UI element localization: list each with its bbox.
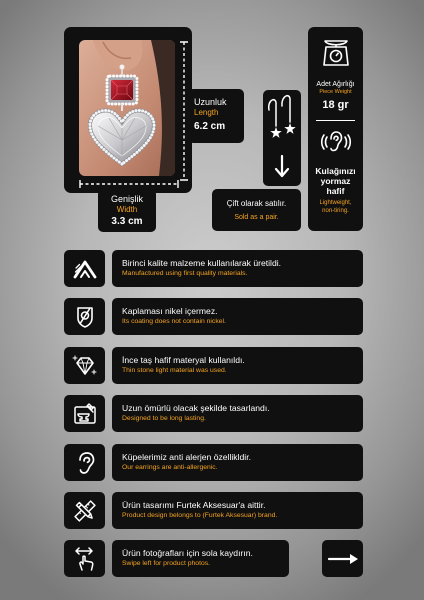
quality-logo-icon [72,256,98,282]
pencil-ruler-icon [72,498,98,524]
feature-row [112,492,363,529]
anvil-hammer-icon [72,401,98,427]
swipe-icon-box [64,540,105,577]
ear-sound-icon [319,128,352,158]
feature-icon-box [64,347,105,384]
feature-text-en: Its coating does not contain nickel. [122,318,226,325]
feature-icon-box [64,444,105,481]
feature-icon-box [64,395,105,432]
weight-label-tr: Adet Ağırlığı [316,81,355,88]
feature-text-en: Product design belongs to (Furtek Aksesuar) brand. [122,512,278,519]
length-label-tr: Uzunluk [194,97,227,107]
pair-text-tr: Çift olarak satılır. [226,199,287,208]
arrow-down-icon [276,156,288,176]
feature-row [112,444,363,481]
feature-text-en: Manufactured using first quality materials. [122,270,248,277]
arrow-right-icon [326,552,360,566]
comfort-line-en: non-tiring. [322,208,349,214]
feature-text-en: Designed to be long lasting. [122,415,206,422]
diamond-icon [72,353,98,379]
comfort-line: hafif [326,186,345,196]
weight-label-en: Piece Weight [319,89,352,95]
weight-comfort-card [308,27,363,231]
feature-row [112,250,363,287]
earring-pair-card [263,90,301,186]
width-label-tr: Genişlik [110,194,143,204]
width-label-en: Width [116,205,138,214]
comfort-text-en [308,199,363,215]
feature-text-en: Our earrings are anti-allergenic. [122,464,218,471]
width-value: 3.3 cm [111,216,143,227]
comfort-line-en: Lightweight, [319,200,352,206]
feature-text-tr: Ürün tasarımı Furtek Aksesuar'a aittir. [122,500,266,510]
comfort-line: Kulağınızı [315,166,356,176]
scale-icon [320,37,352,67]
feature-row [112,347,363,384]
length-label-en: Length [194,108,219,117]
feature-row [112,298,363,335]
feature-icon-box [64,298,105,335]
feature-text-tr: Kaplaması nikel içermez. [122,306,218,316]
length-card [188,89,244,143]
swipe-arrow-box [322,540,363,577]
photo-panel [64,27,192,193]
ear-icon [72,450,98,476]
feature-icon-box [64,492,105,529]
swipe-text-tr: Ürün fotoğrafları için sola kaydırın. [122,548,253,558]
feature-text-tr: Birinci kalite malzeme kullanılarak üretildi. [122,258,282,268]
feature-text-en: Thin stone light material was used. [122,367,227,374]
swipe-text-en: Swipe left for product photos. [122,560,211,567]
width-card [98,189,156,232]
weight-divider [316,120,355,121]
comfort-line: yormaz [320,176,351,186]
weight-value: 18 gr [322,99,349,111]
feature-text-tr: İnce taş hafif materyal kullanıldı. [122,355,245,365]
nickel-free-icon [72,304,98,330]
dimension-lines [64,27,192,193]
comfort-text-tr [308,166,363,196]
feature-text-tr: Uzun ömürlü olacak şekilde tasarlandı. [122,403,270,413]
hand-swipe-icon [72,546,98,572]
earring-pair-icon [263,90,301,186]
feature-row [112,395,363,432]
feature-text-tr: Küpelerimiz anti alerjen özellikldir. [122,452,251,462]
swipe-row [112,540,289,577]
length-value: 6.2 cm [194,121,226,132]
pair-card [212,189,301,231]
pair-text-en: Sold as a pair. [234,214,279,221]
feature-icon-box [64,250,105,287]
